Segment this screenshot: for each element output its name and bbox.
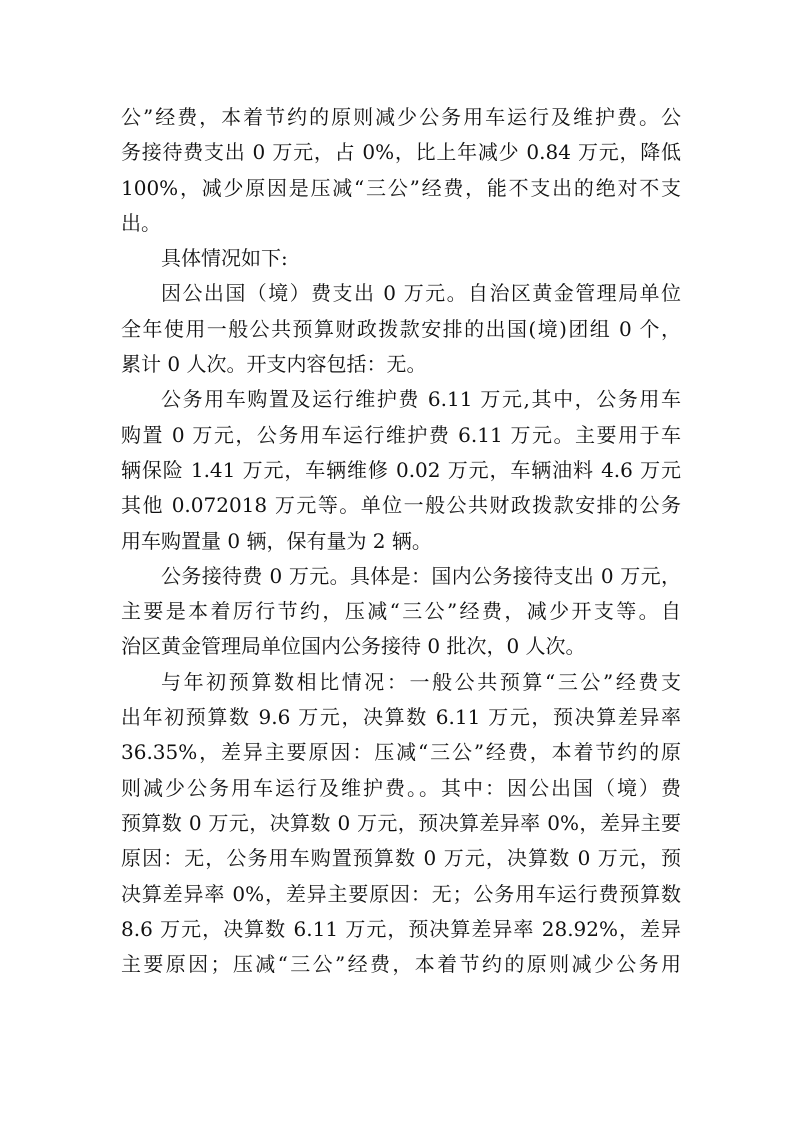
paragraph-heading: 具体情况如下: [161,246,288,271]
text-line: 出年初预算数 9.6 万元，决算数 6.11 万元，预决算差异率 [121,705,681,730]
text-line: 8.6 万元，决算数 6.11 万元，预决算差异率 28.92%，差异 [121,916,681,941]
text-line: 公务用车购置及运行维护费 6.11 万元,其中，公务用车 [161,387,681,412]
text-line: 与年初预算数相比情况：一般公共预算“三公”经费支 [161,669,681,694]
text-line: 预算数 0 万元，决算数 0 万元，预决算差异率 0%，差异主要 [121,810,681,835]
text-line: 购置 0 万元，公务用车运行维护费 6.11 万元。主要用于车 [121,422,681,447]
text-line: 因公出国（境）费支出 0 万元。自治区黄金管理局单位 [161,281,681,306]
text-line: 100%，减少原因是压减“三公”经费，能不支出的绝对不支 [121,175,681,200]
text-line: 决算差异率 0%，差异主要原因：无；公务用车运行费预算数 [121,881,681,906]
text-line: 累计 0 人次。开支内容包括：无。 [121,352,427,377]
text-line: 公”经费，本着节约的原则减少公务用车运行及维护费。公 [121,105,681,129]
text-line: 公务接待费 0 万元。具体是：国内公务接待支出 0 万元， [161,563,681,588]
text-line: 主要是本着厉行节约，压减“三公”经费，减少开支等。自 [121,599,681,624]
text-line: 用车购置量 0 辆，保有量为 2 辆。 [121,528,432,553]
text-line: 36.35%，差异主要原因：压减“三公”经费，本着节约的原 [121,740,681,765]
text-line: 则减少公务用车运行及维护费。。其中：因公出国（境）费 [121,775,681,800]
text-line: 其他 0.072018 万元等。单位一般公共财政拨款安排的公务 [121,493,681,518]
body-text [121,100,681,982]
text-line: 全年使用一般公共预算财政拨款安排的出国(境)团组 0 个， [121,316,681,341]
text-line: 主要原因；压减“三公”经费，本着节约的原则减少公务用 [121,952,681,977]
text-line: 务接待费支出 0 万元，占 0%，比上年减少 0.84 万元，降低 [121,140,681,165]
text-line: 出。 [121,210,161,235]
text-line: 治区黄金管理局单位国内公务接待 0 批次，0 人次。 [121,634,586,659]
text-line: 原因：无，公务用车购置预算数 0 万元，决算数 0 万元，预 [121,846,681,871]
text-line: 辆保险 1.41 万元，车辆维修 0.02 万元，车辆油料 4.6 万元 [121,457,681,482]
